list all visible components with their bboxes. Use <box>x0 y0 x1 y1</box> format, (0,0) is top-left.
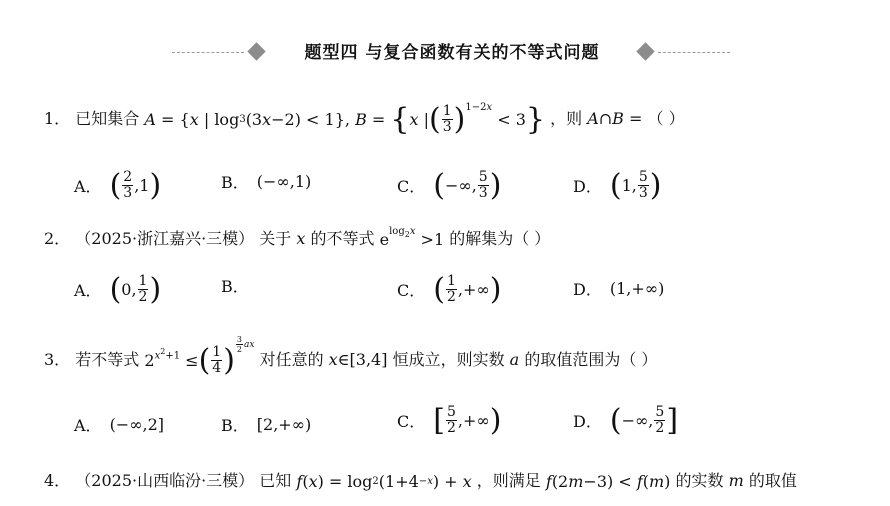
option-a[interactable] <box>74 413 164 436</box>
option-a[interactable] <box>74 271 162 307</box>
option-math: ( $\frac{1}{2}$ ,+∞ ) <box>433 271 502 307</box>
question-text: ，则 <box>550 109 583 128</box>
option-math: [2,+∞) <box>256 415 312 434</box>
question-number: 1． <box>44 109 71 128</box>
option-label: A． <box>74 281 102 300</box>
question-number: 3． <box>44 350 71 369</box>
option-math: ( $\frac{2}{3}$ ,1 ) <box>109 167 162 203</box>
option-label: A． <box>74 416 102 435</box>
header-dashed-line-right <box>658 52 730 53</box>
option-math: (−∞,2] <box>109 415 165 434</box>
option-d[interactable] <box>573 167 662 203</box>
option-label: D． <box>573 177 602 196</box>
question-text: 已知 <box>259 471 292 490</box>
option-math: (1,+∞) <box>609 279 665 298</box>
question-4: 4． （2025·山西临汾·三模） 已知 f ( x ) = log 2 (1+4 −x ) + x ，则满足 f (2 m −3) < f ( m ) 的实数 m 的取值 <box>44 471 797 491</box>
option-d[interactable] <box>573 402 679 438</box>
question-text: 的实数 <box>675 471 724 490</box>
diamond-icon <box>247 42 265 60</box>
question-2: 2． （2025·浙江嘉兴·三模） 关于 x 的不等式 e $^{log_2x}$ >1 的解集为（ ） <box>44 227 550 252</box>
question-text: 已知集合 <box>75 109 140 128</box>
question-text: 恒成立，则实数 <box>392 350 505 369</box>
inequality-expression: 2 $^{x^2 +1}$ ≤ ( $\frac{1}{4}$ ) $^{\frac{3}{2} ax}$ <box>144 334 255 378</box>
inequality-expression: f (2 m −3) < f ( m ) <box>545 471 671 491</box>
question-source: （2025·浙江嘉兴·三模） <box>75 229 255 248</box>
option-c[interactable] <box>397 167 502 203</box>
question-text: 关于 <box>259 229 292 248</box>
option-math: [ $\frac{5}{2}$ ,+∞ ) <box>433 402 502 438</box>
option-d[interactable] <box>573 277 664 300</box>
option-label: C． <box>397 177 426 196</box>
question-text: 的取值 <box>748 471 797 490</box>
question-number: 4． <box>44 471 71 490</box>
question-1: 1． 已知集合 A = { x | log 3 (3 x −2) < 1}, B = { x | ( $\frac{1}{3}$ ) $^{1-2x}$ < 3 } ，则 A∩B = （ ） <box>44 101 685 137</box>
diamond-icon <box>636 42 654 60</box>
option-a[interactable] <box>74 167 162 203</box>
option-label: B． <box>221 277 249 296</box>
option-b[interactable] <box>221 413 311 436</box>
option-math: ( −∞, $\frac{5}{2}$ ] <box>609 402 679 438</box>
option-c[interactable] <box>397 402 502 438</box>
option-b[interactable] <box>221 274 257 297</box>
section-title: 题型四 与复合函数有关的不等式问题 <box>304 43 600 63</box>
option-label: D． <box>573 280 602 299</box>
question-number: 2． <box>44 229 71 248</box>
answer-blank: （ ） <box>647 109 685 128</box>
option-label: B． <box>221 173 249 192</box>
question-text: 的不等式 <box>310 229 375 248</box>
set-intersection-expression: A <box>587 109 599 128</box>
option-math: ( −∞, $\frac{5}{3}$ ) <box>433 167 502 203</box>
option-math: ( 1, $\frac{5}{3}$ ) <box>609 167 662 203</box>
question-text: 若不等式 <box>75 350 140 369</box>
option-label: C． <box>397 281 426 300</box>
question-text: ，则满足 <box>476 471 541 490</box>
question-source: （2025·山西临汾·三模） <box>75 471 255 490</box>
header-dashed-line-left <box>172 52 244 53</box>
option-label: C． <box>397 412 426 431</box>
question-3: 3． 若不等式 2 $^{x^2 +1}$ ≤ ( $\frac{1}{4}$ ) $^{\frac{3}{2} ax}$ 对任意的 x∈[3,4] 恒成立，则实数 a 的取值范围为（ ） <box>44 334 658 378</box>
option-math: ( 0, $\frac{1}{2}$ ) <box>109 271 162 307</box>
question-text: 对任意的 <box>259 350 324 369</box>
option-label: B． <box>221 416 249 435</box>
inequality-expression: e $^{log_2x}$ >1 <box>379 226 445 249</box>
section-header <box>0 40 890 66</box>
function-expression: f ( x ) = log 2 (1+4 −x ) + x <box>296 471 472 491</box>
option-label: D． <box>573 412 602 431</box>
option-math: (−∞,1) <box>256 172 312 191</box>
set-a-expression: A = { x | log 3 (3 x −2) < 1}, B = { x | ( $\frac{1}{3}$ ) $^{1-2x}$ < 3 } <box>144 101 545 137</box>
question-text: 的解集为（ ） <box>449 229 551 248</box>
option-c[interactable] <box>397 271 502 307</box>
question-text: 的取值范围为（ ） <box>524 350 658 369</box>
option-b[interactable] <box>221 170 311 193</box>
option-label: A． <box>74 177 102 196</box>
